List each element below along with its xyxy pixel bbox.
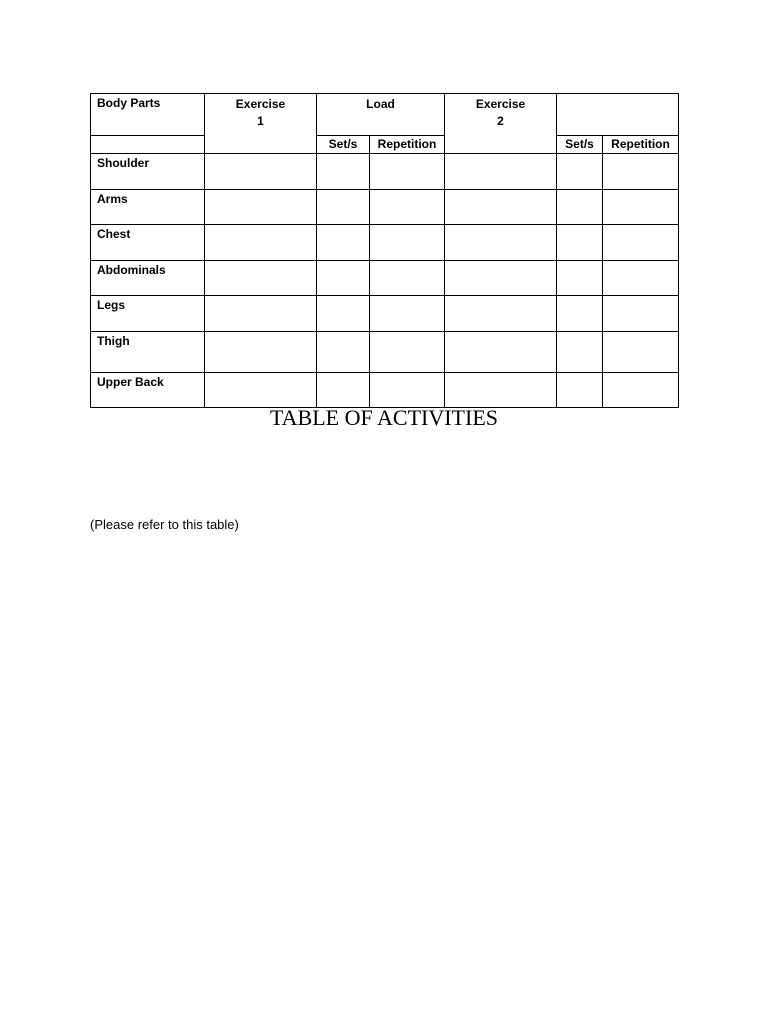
cell-exercise-1 <box>205 332 317 373</box>
cell-sets-2 <box>557 296 603 332</box>
cell-exercise-1 <box>205 154 317 190</box>
cell-sets <box>317 296 370 332</box>
row-label-body-part: Legs <box>91 296 205 332</box>
cell-exercise-2 <box>445 296 557 332</box>
cell-exercise-2 <box>445 332 557 373</box>
cell-sets-2 <box>557 332 603 373</box>
header-body-parts: Body Parts <box>91 94 205 136</box>
table-row <box>91 332 679 373</box>
cell-exercise-2 <box>445 373 557 408</box>
cell-repetition <box>370 225 445 261</box>
header-empty-cell <box>91 136 205 154</box>
cell-repetition <box>370 296 445 332</box>
cell-exercise-1 <box>205 373 317 408</box>
cell-sets-2 <box>557 261 603 296</box>
header-sets: Set/s <box>317 136 370 154</box>
cell-exercise-2 <box>445 225 557 261</box>
cell-repetition-2 <box>603 261 679 296</box>
row-label-body-part: Shoulder <box>91 154 205 190</box>
cell-exercise-1 <box>205 261 317 296</box>
header-load: Load <box>317 94 445 136</box>
cell-sets <box>317 332 370 373</box>
cell-exercise-2 <box>445 261 557 296</box>
cell-repetition <box>370 190 445 225</box>
table-row <box>91 225 679 261</box>
header-row-top <box>91 94 679 136</box>
row-label-body-part: Thigh <box>91 332 205 373</box>
table-title: TABLE OF ACTIVITIES <box>269 405 498 430</box>
header-exercise-2: Exercise 2 <box>445 94 557 154</box>
table-row <box>91 296 679 332</box>
cell-repetition-2 <box>603 296 679 332</box>
table-row <box>91 190 679 225</box>
cell-repetition <box>370 261 445 296</box>
header-exercise-1: Exercise 1 <box>205 94 317 154</box>
cell-sets <box>317 261 370 296</box>
cell-repetition-2 <box>603 332 679 373</box>
cell-repetition-2 <box>603 154 679 190</box>
cell-repetition-2 <box>603 190 679 225</box>
cell-sets <box>317 373 370 408</box>
row-label-body-part: Chest <box>91 225 205 261</box>
cell-exercise-2 <box>445 190 557 225</box>
cell-repetition <box>370 332 445 373</box>
activities-table <box>90 93 679 408</box>
cell-exercise-1 <box>205 190 317 225</box>
table-row <box>91 261 679 296</box>
row-label-body-part: Arms <box>91 190 205 225</box>
cell-sets-2 <box>557 373 603 408</box>
cell-repetition <box>370 373 445 408</box>
cell-sets <box>317 190 370 225</box>
cell-repetition <box>370 154 445 190</box>
cell-sets <box>317 154 370 190</box>
header-repetition: Repetition <box>370 136 445 154</box>
cell-repetition-2 <box>603 225 679 261</box>
table-row <box>91 154 679 190</box>
header-repetition-2: Repetition <box>603 136 679 154</box>
cell-sets-2 <box>557 225 603 261</box>
row-label-body-part: Abdominals <box>91 261 205 296</box>
header-load-2 <box>557 94 679 136</box>
cell-exercise-1 <box>205 296 317 332</box>
header-row-sub <box>91 136 679 154</box>
cell-exercise-2 <box>445 154 557 190</box>
table-note: (Please refer to this table) <box>90 517 239 532</box>
cell-sets-2 <box>557 154 603 190</box>
header-sets-2: Set/s <box>557 136 603 154</box>
cell-repetition-2 <box>603 373 679 408</box>
table-row <box>91 373 679 408</box>
cell-sets <box>317 225 370 261</box>
cell-sets-2 <box>557 190 603 225</box>
row-label-body-part: Upper Back <box>91 373 205 408</box>
cell-exercise-1 <box>205 225 317 261</box>
